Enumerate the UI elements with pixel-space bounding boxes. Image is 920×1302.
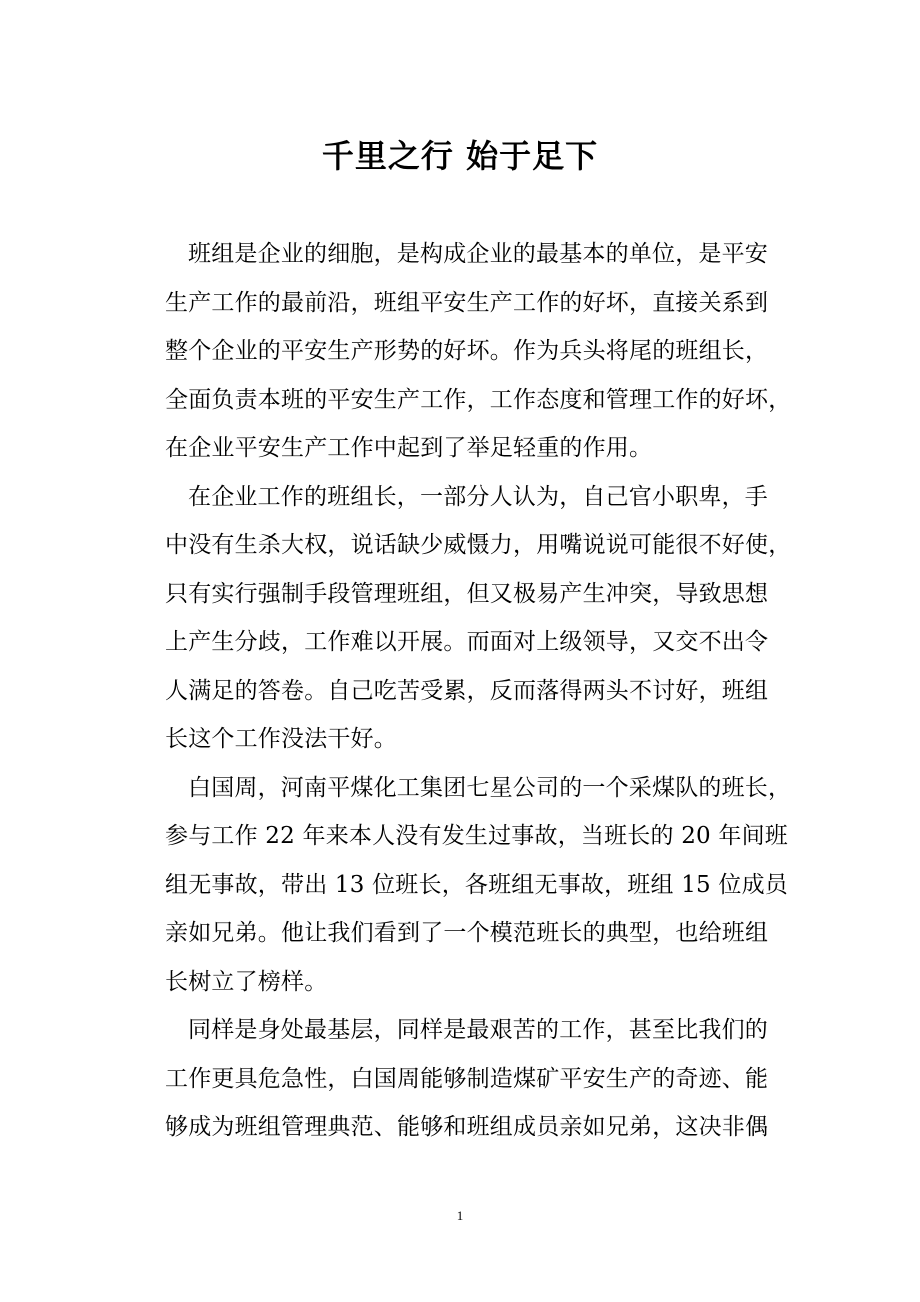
paragraph-line: 人满足的答卷。自己吃苦受累，反而落得两头不讨好，班组 xyxy=(165,677,769,704)
paragraph-line: 组无事故，带出 13 位班长，各班组无事故，班组 15 位成员 xyxy=(165,871,788,898)
paragraph-line: 中没有生杀大权，说话缺少威慑力，用嘴说说可能很不好使， xyxy=(165,532,792,558)
paragraph-line: 长树立了榜样。 xyxy=(165,968,328,995)
paragraph-line: 全面负责本班的平安生产工作，工作态度和管理工作的好坏， xyxy=(165,386,792,413)
paragraph-line: 同样是身处最基层，同样是最艰苦的工作，甚至比我们的 xyxy=(188,1017,768,1043)
paragraph-line: 在企业工作的班组长，一部分人认为，自己官小职卑，手 xyxy=(188,483,768,510)
paragraph-line: 工作更具危急性，白国周能够制造煤矿平安生产的奇迹、能 xyxy=(165,1065,769,1092)
paragraph-line: 只有实行强制手段管理班组，但又极易产生冲突，导致思想 xyxy=(165,580,769,607)
page-number: 1 xyxy=(456,1208,464,1223)
paragraph-line: 够成为班组管理典范、能够和班组成员亲如兄弟，这决非偶 xyxy=(165,1114,769,1140)
document-body xyxy=(165,230,792,1152)
paragraph-line: 生产工作的最前沿，班组平安生产工作的好坏，直接关系到 xyxy=(165,289,769,316)
paragraph-line: 上产生分歧，工作难以开展。而面对上级领导，又交不出令 xyxy=(165,629,769,655)
paragraph-line: 整个企业的平安生产形势的好坏。作为兵头将尾的班组长， xyxy=(165,338,769,364)
paragraph-line: 白国周，河南平煤化工集团七星公司的一个采煤队的班长， xyxy=(188,774,792,801)
paragraph-line: 亲如兄弟。他让我们看到了一个模范班长的典型，也给班组 xyxy=(165,920,769,946)
document-title: 千里之行 始于足下 xyxy=(321,137,599,175)
paragraph-line: 参与工作 22 年来本人没有发生过事故，当班长的 20 年间班 xyxy=(165,823,788,849)
paragraph-line: 班组是企业的细胞，是构成企业的最基本的单位，是平安 xyxy=(188,241,768,267)
paragraph-line: 在企业平安生产工作中起到了举足轻重的作用。 xyxy=(165,435,653,461)
paragraph-line: 长这个工作没法干好。 xyxy=(165,726,397,752)
